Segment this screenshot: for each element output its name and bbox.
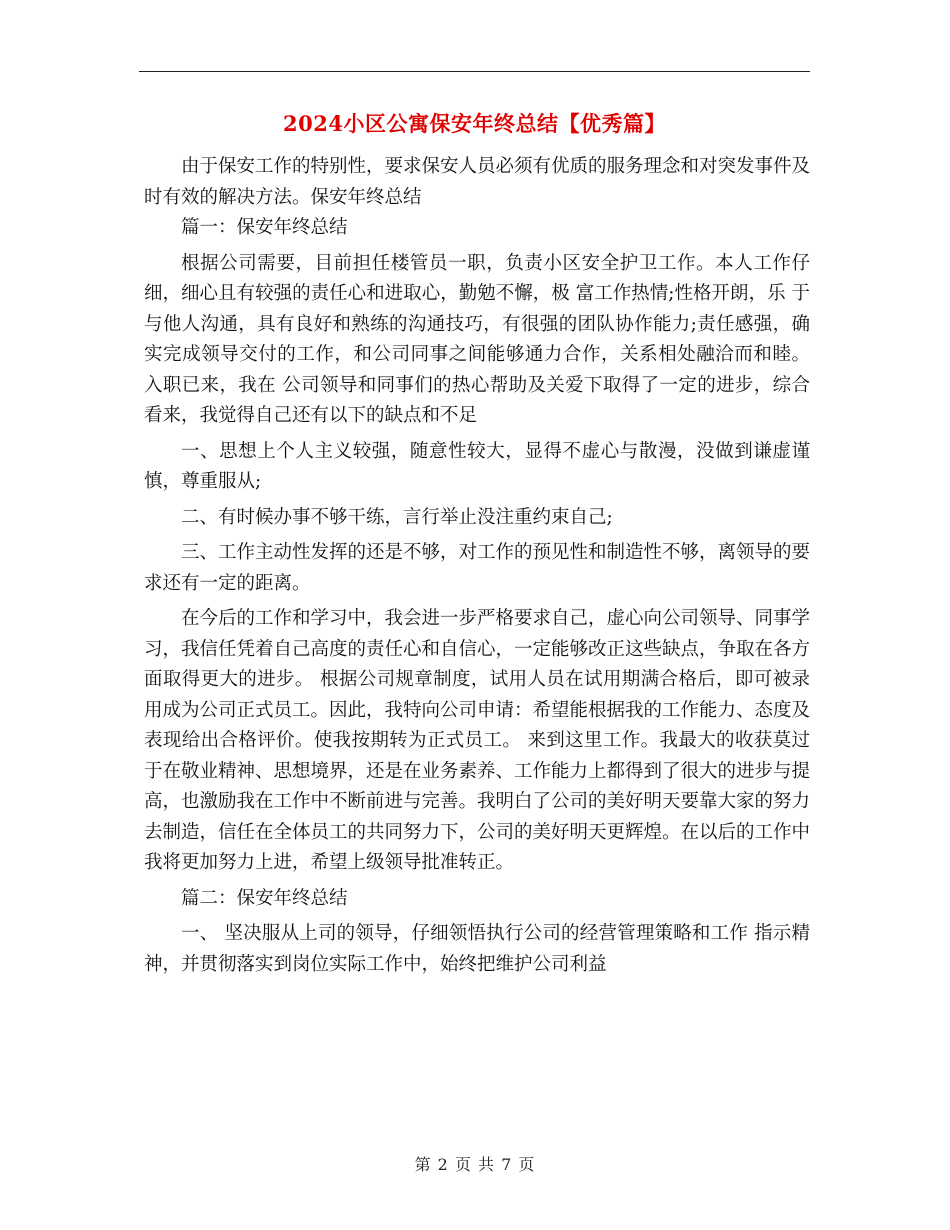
paragraph-future: 在今后的工作和学习中，我会进一步严格要求自己，虚心向公司领导、同事学习，我信任凭着自己高度的责任心和自信心，一定能够改正这些缺点，争取在各方面取得更大的进步。 根据公司规章制度，试用人员在试用期满合格后，即可被录用成为公司正式员工。因此，我特向公司申请：希望能根据我的工作能力、态度及表现给出合格评价。使我按期转为正式员工。 来到这里工作。我最大的收获莫过于在敬业精神、思想境界，还是在业务素养、工作能力上都得到了很大的进步与提高，也激励我在工作中不断前进与完善。我明白了公司的美好明天要靠大家的努力去制造，信任在全体员工的共同努力下，公司的美好明天更辉煌。在以后的工作中我将更加努力上进，希望上级领导批准转正。 [144, 608, 811, 873]
paragraph-item-1: 一、思想上个人主义较强，随意性较大，显得不虚心与散漫，没做到谦虚谨慎，尊重服从; [144, 440, 810, 492]
page-footer: 第 2 页 共 7 页 [414, 1155, 536, 1174]
paragraph-section-2: 一、 坚决服从上司的领导，仔细领悟执行公司的经营管理策略和工作 指示精神，并贯彻落实到岗位实际工作中，始终把维护公司利益 [144, 923, 810, 975]
section-heading-1: 篇一：保安年终总结 [181, 217, 348, 238]
paragraph-item-2: 二、有时候办事不够干练，言行举止没注重约束自己; [181, 506, 613, 528]
paragraph-intro: 由于保安工作的特别性，要求保安人员必须有优质的服务理念和对突发事件及时有效的解决方法。保安年终总结 [144, 156, 811, 208]
header-rule [139, 71, 810, 72]
paragraph-main: 根据公司需要，目前担任楼管员一职，负责小区安全护卫工作。本人工作仔细，细心且有较强的责任心和进取心，勤勉不懈，极 富工作热情;性格开朗，乐 于与他人沟通，具有良好和熟练的沟通技巧，有很强的团队协作能力;责任感强，确实完成领导交付的工作，和公司同事之间能够通力合作，关系相处融洽而和睦。 入职已来，我在 公司领导和同事们的热心帮助及关爱下取得了一定的进步，综合看来，我觉得自己还有以下的缺点和不足 [144, 252, 810, 426]
document-title: 2024小区公寓保安年终总结【优秀篇】 [283, 111, 666, 136]
document-body [144, 152, 810, 980]
paragraph-item-3: 三、工作主动性发挥的还是不够，对工作的预见性和制造性不够，离领导的要求还有一定的距离。 [144, 542, 811, 594]
section-heading-2: 篇二：保安年终总结 [181, 887, 348, 909]
